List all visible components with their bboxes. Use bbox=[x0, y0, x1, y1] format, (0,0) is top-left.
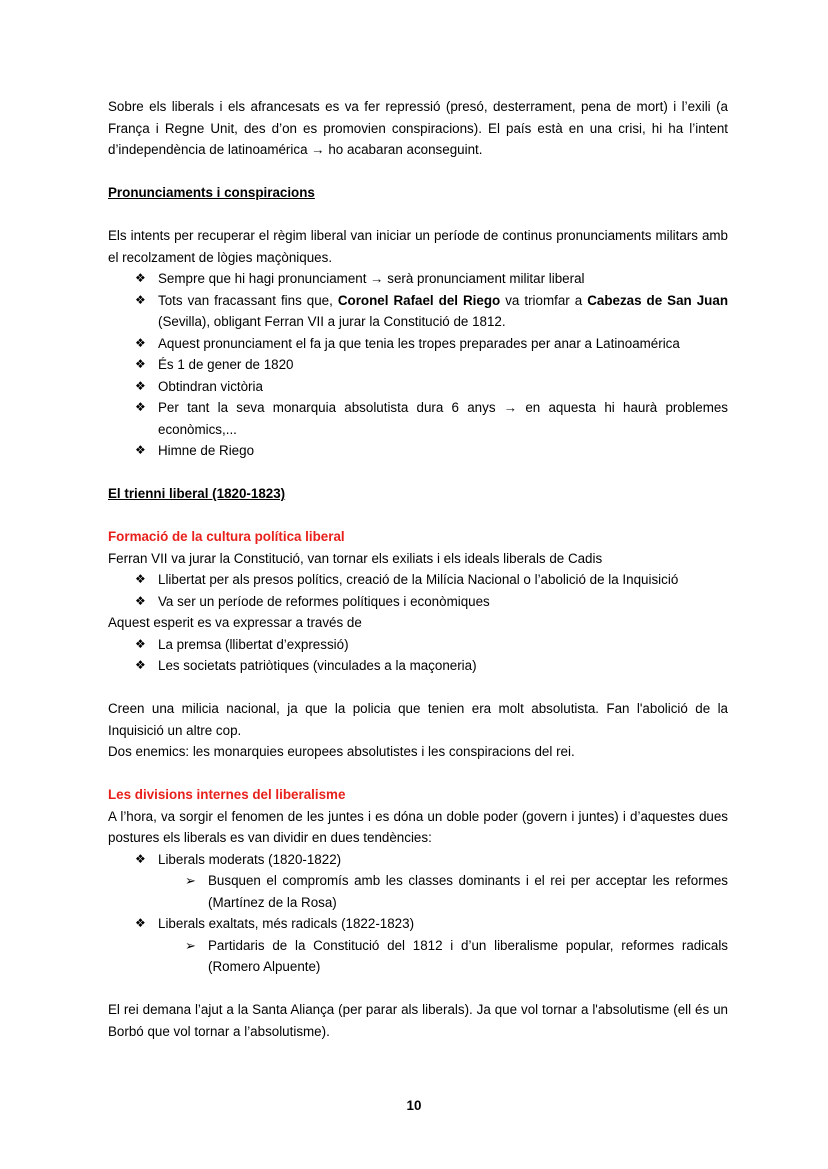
diamond-bullet-icon: ❖ bbox=[135, 443, 146, 457]
diamond-bullet-icon: ❖ bbox=[135, 400, 146, 414]
diamond-bullet-icon: ❖ bbox=[135, 335, 146, 350]
list-item: ❖ Per tant la seva monarquia absolutista dura 6 anys → en aquesta hi haurà problemes econòmics,... bbox=[108, 397, 728, 440]
divisions-paragraph: A l’hora, va sorgir el fenomen de les juntes i es dóna un doble poder (govern i juntes) i d’aquestes dues postures els liberals es van dividir en dues tendències: bbox=[108, 808, 728, 845]
list-item-riego: ❖ Tots van fracassant fins que, Coronel Rafael del Riego va triomfar a Cabezas de San Juan (Sevilla), obligant Ferran VII a jurar la Constitució de 1812. bbox=[108, 290, 728, 333]
list-item: ❖ Llibertat per als presos polítics, creació de la Milícia Nacional o l’abolició de la Inquisició bbox=[108, 569, 728, 591]
divisions-list bbox=[108, 849, 728, 978]
list-item-moderats: ❖ Liberals moderats (1820-1822) bbox=[108, 849, 728, 871]
list-item: ❖ Obtindran victòria bbox=[108, 376, 728, 398]
list-item-exaltats: ❖ Liberals exaltats, més radicals (1822-1823) bbox=[108, 913, 728, 935]
heading-divisions: Les divisions internes del liberalisme bbox=[108, 787, 346, 802]
list-item: ❖ Himne de Riego bbox=[108, 440, 728, 462]
page-number: 10 bbox=[406, 1098, 422, 1113]
diamond-bullet-icon: ❖ bbox=[135, 292, 146, 307]
list-item: ❖ La premsa (llibertat d’expressió) bbox=[108, 634, 728, 656]
list-item: ❖ Les societats patriòtiques (vinculades a la maçoneria) bbox=[108, 655, 728, 677]
pronunciaments-paragraph: Els intents per recuperar el règim liberal van iniciar un període de continus pronunciaments militars amb el recolzament de lògies maçòniques. bbox=[108, 228, 728, 265]
arrow-bullet-icon: ➢ bbox=[185, 873, 196, 888]
intro-paragraph: Sobre els liberals i els afrancesats es va fer repressió (presó, desterrament, pena de mort) i l’exili (a França i Regne Unit, des d’on es promovien conspiracions). El país està en una crisi, hi ha l’intent d’independència de latinoamérica → ho acabaran aconseguint. bbox=[108, 99, 728, 157]
list-item: ❖ Aquest pronunciament el fa ja que tenia les tropes preparades per anar a Latinoamérica bbox=[108, 333, 728, 355]
pronunciaments-list bbox=[108, 268, 728, 462]
diamond-bullet-icon: ❖ bbox=[135, 357, 146, 371]
sublist-item: ➢ Partidaris de la Constitució del 1812 i d’un liberalisme popular, reformes radicals (Romero Alpuente) bbox=[108, 935, 728, 978]
document-page bbox=[108, 96, 728, 1042]
diamond-bullet-icon: ❖ bbox=[135, 271, 146, 285]
formacio-list2 bbox=[108, 634, 728, 677]
heading-formacio: Formació de la cultura política liberal bbox=[108, 529, 345, 544]
milicia-paragraph: Creen una milicia nacional, ja que la policia que tenien era molt absolutista. Fan l'abolició de la Inquisició un altre cop. bbox=[108, 701, 728, 738]
closing-paragraph: El rei demana l’ajut a la Santa Aliança (per parar als liberals). Ja que vol tornar a l'absolutisme (ell és un Borbó que vol tornar a l’absolutisme). bbox=[108, 1002, 728, 1039]
cabezas-place: Cabezas de San Juan bbox=[587, 292, 728, 308]
diamond-bullet-icon: ❖ bbox=[135, 916, 146, 930]
diamond-bullet-icon: ❖ bbox=[135, 658, 146, 672]
heading-trienni: El trienni liberal (1820-1823) bbox=[108, 486, 286, 501]
list-item: ❖ Sempre que hi hagi pronunciament → serà pronunciament militar liberal bbox=[108, 268, 728, 290]
list-item: ❖ És 1 de gener de 1820 bbox=[108, 354, 728, 376]
diamond-bullet-icon: ❖ bbox=[135, 851, 146, 866]
sublist-item: ➢ Busquen el compromís amb les classes dominants i el rei per acceptar les reformes (Martínez de la Rosa) bbox=[108, 870, 728, 913]
diamond-bullet-icon: ❖ bbox=[135, 572, 146, 586]
formacio-line2: Aquest esperit es va expressar a través de bbox=[108, 615, 362, 630]
diamond-bullet-icon: ❖ bbox=[135, 593, 146, 608]
list-item: ❖ Va ser un període de reformes polítiques i econòmiques bbox=[108, 591, 728, 613]
riego-name: Coronel Rafael del Riego bbox=[337, 292, 501, 308]
diamond-bullet-icon: ❖ bbox=[135, 378, 146, 393]
heading-pronunciaments: Pronunciaments i conspiracions bbox=[108, 185, 315, 200]
diamond-bullet-icon: ❖ bbox=[135, 636, 146, 651]
formacio-list1 bbox=[108, 569, 728, 612]
formacio-line1: Ferran VII va jurar la Constitució, van tornar els exiliats i els ideals liberals de Cadis bbox=[108, 550, 603, 566]
arrow-bullet-icon: ➢ bbox=[185, 937, 196, 953]
enemics-paragraph: Dos enemics: les monarquies europees absolutistes i les conspiracions del rei. bbox=[108, 744, 575, 759]
